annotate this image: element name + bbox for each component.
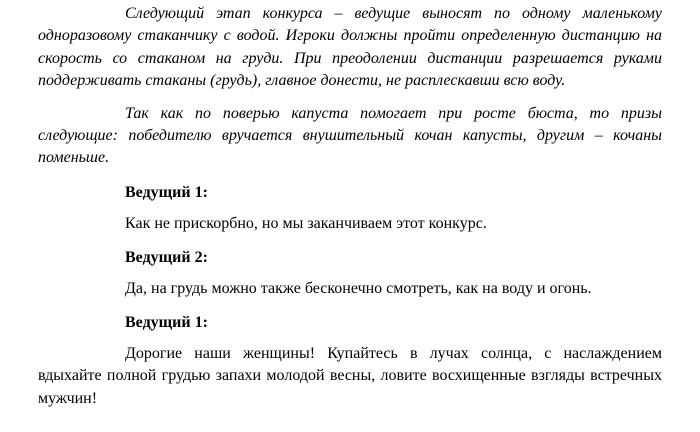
speaker-label: Ведущий 1: (125, 183, 208, 201)
prizes-paragraph: Так как по поверью капуста помогает при росте бюста, то призы следующие: победителю вручается внушительный кочан капусты, другим – кочаны поменьше. (38, 104, 662, 167)
contest-description-paragraph: Следующий этап конкурса – ведущие выносят по одному маленькому одноразовому стаканчику с водой. Игроки должны пройти определенную дистанцию на скорость со стаканом на груди. При преодолении дистанции разрешается руками поддерживать стаканы (грудь), главное донести, не расплескавши всю воду. (38, 5, 662, 90)
speaker-label: Ведущий 1: (125, 313, 208, 331)
speaker-label: Ведущий 2: (125, 248, 208, 266)
dialogue-line: Да, на грудь можно также бесконечно смотреть, как на воду и огонь. (125, 279, 592, 297)
dialogue-line: Дорогие наши женщины! Купайтесь в лучах солнца, с наслаждением вдыхайте полной грудью запахи молодой весны, ловите восхищенные взгляды встречных мужчин! (38, 344, 662, 407)
document-page (38, 3, 662, 410)
dialogue-line: Как не прискорбно, но мы заканчиваем этот конкурс. (125, 214, 487, 232)
